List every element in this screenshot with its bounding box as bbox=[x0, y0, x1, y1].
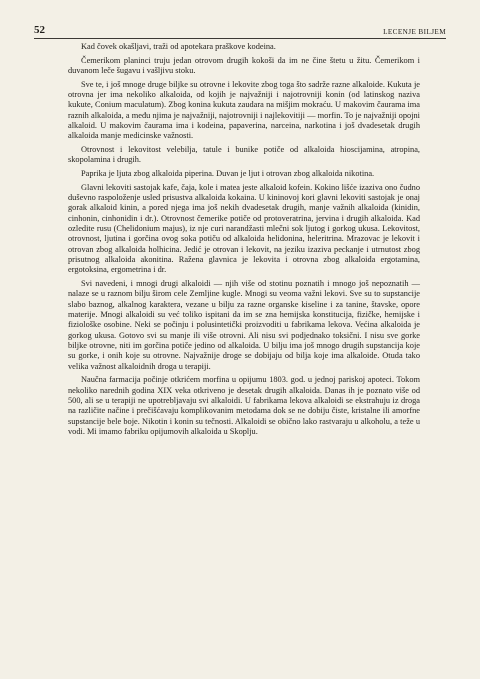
paragraph-8: Naučna farmacija počinje otkrićem morfina u opijumu 1803. god. u jednoj pariskoj apoteci. Tokom nekoliko narednih godina XIX veka otkriveno je desetak drugih alkaloida. Danas ih je poznato više od 500, ali se u terapiji ne upotrebljavaju svi alkaloidi. U fabrikama lekova alkaloidi se ekstrahuju iz droga na različite načine i prečišćavaju komplikovanim metodama dok se ne dobiju čiste, kristalne ili amorfne supstancije bele boje. Nikotin i konin su tečnosti. Alkaloidi se obično lako rastvaraju u alkoholu, a teže u vodi. Mi imamo fabriku opijumovih alkaloida u Skoplju. bbox=[68, 375, 420, 437]
body-text bbox=[68, 42, 420, 437]
page-number: 52 bbox=[34, 24, 45, 36]
paragraph-5: Paprika je ljuta zbog alkaloida piperina. Duvan je ljut i otrovan zbog alkaloida nikotina. bbox=[81, 168, 375, 178]
page-header bbox=[34, 22, 446, 36]
header-rule bbox=[34, 38, 446, 39]
paragraph-6: Glavni lekoviti sastojak kafe, čaja, kole i matea jeste alkaloid kofein. Kokino lišće izaziva ono čudno duševno raspoloženje usled prisustva alkaloida kokaina. U kininovoj kori glavni lekoviti sastojak je onaj gorak alkaloid kinin, a pored njega ima još nekih dvadesetak drugih, manje važnih alkaloida (kinidin, cinhonin, cinhonidin i dr.). Otrovnost čemerike potiče od protoveratrina, jervina i drugih alkaloida. Kad ozledite rusu (Chelidonium majus), iz nje curi narandžasti mlečni sok ljutog i gorkog ukusa. Lekovitost, otrovnost, ljutina i gorčina ovog soka potiču od alkaloida helidonina, heleritrina. Mrazovac je lekovit i otrovan zbog alkaloida holhicina. Jedić je otrovan i lekovit, na jeziku izaziva peckanje i utrnutost zbog prisutnog alkaloida akonitina. Ražena glavnica je lekovita i otrovna zbog alkaloida ergotamina, ergotoksina, ergometrina i dr. bbox=[68, 182, 420, 275]
running-head: LECENJE BILJEM bbox=[383, 28, 446, 36]
paragraph-7: Svi navedeni, i mnogi drugi alkaloidi — njih više od stotinu poznatih i mnogo još nepoznatih — nalaze se u raznom bilju širom cele Zemljine kugle. Mnogi su veoma važni lekovi. Sve su to supstancije slabo baznog, alkalnog karaktera, vezane u bilju za razne organske kiseline i za tanine, štavske, opore materije. Mnogi alkaloidi su već toliko ispitani da im se zna hemijska konstitucija, fizičke, hemijske i fiziološke osobine. Neki se počinju i polusintetički proizvoditi u fabrikama lekova. Većina alkaloida je gorkog ukusa. Gotovo svi su manje ili više otrovni. Ali nisu svi podjednako toksični. I nisu sve gorke biljke otrovne, niti im gorčina potiče jedino od alkaloida. U bilju ima još mnogo drugih supstancija koje su gorke, i onih koje su otrovne. Najvažnije droge se dobijaju od bilja koje ima alkaloide. Otuda tako velika važnost alkaloidnih droga u terapiji. bbox=[68, 279, 420, 371]
paragraph-1: Kad čovek okašljavi, traži od apotekara praškove kodeina. bbox=[81, 42, 276, 51]
paragraph-4: Otrovnost i lekovitost velebilja, tatule i bunike potiče od alkaloida hioscijamina, atropina, skopolamina i drugih. bbox=[68, 144, 420, 165]
paragraph-3: Sve te, i još mnoge druge biljke su otrovne i lekovite zbog toga što sadrže razne alkaloide. Kukuta je otrovna jer ima nekoliko alkaloida, od kojih je najvažniji i najotrovniji konin (od latinskog naziva kukute, Conium maculatum). Zbog konina kukuta zaudara na mišjim mokraću. U makovim čaurama ima raznih alkaloida, a među njima je najvažniji, najotrovniji i najlekovitiji — morfin. To je najvažniji opojni alkaloid. U makovim čaurama ima i kodeina, papaverina, narceina, narkotina i još dvadesetak drugih alkaloida manje medicinske važnosti. bbox=[68, 79, 420, 141]
paragraph-2: Čemerikom planinci truju jedan otrovom drugih kokoši da im ne čine štetu u žitu. Čemerikom i duvanom leče šugavu i vašljivu stoku. bbox=[68, 55, 420, 75]
